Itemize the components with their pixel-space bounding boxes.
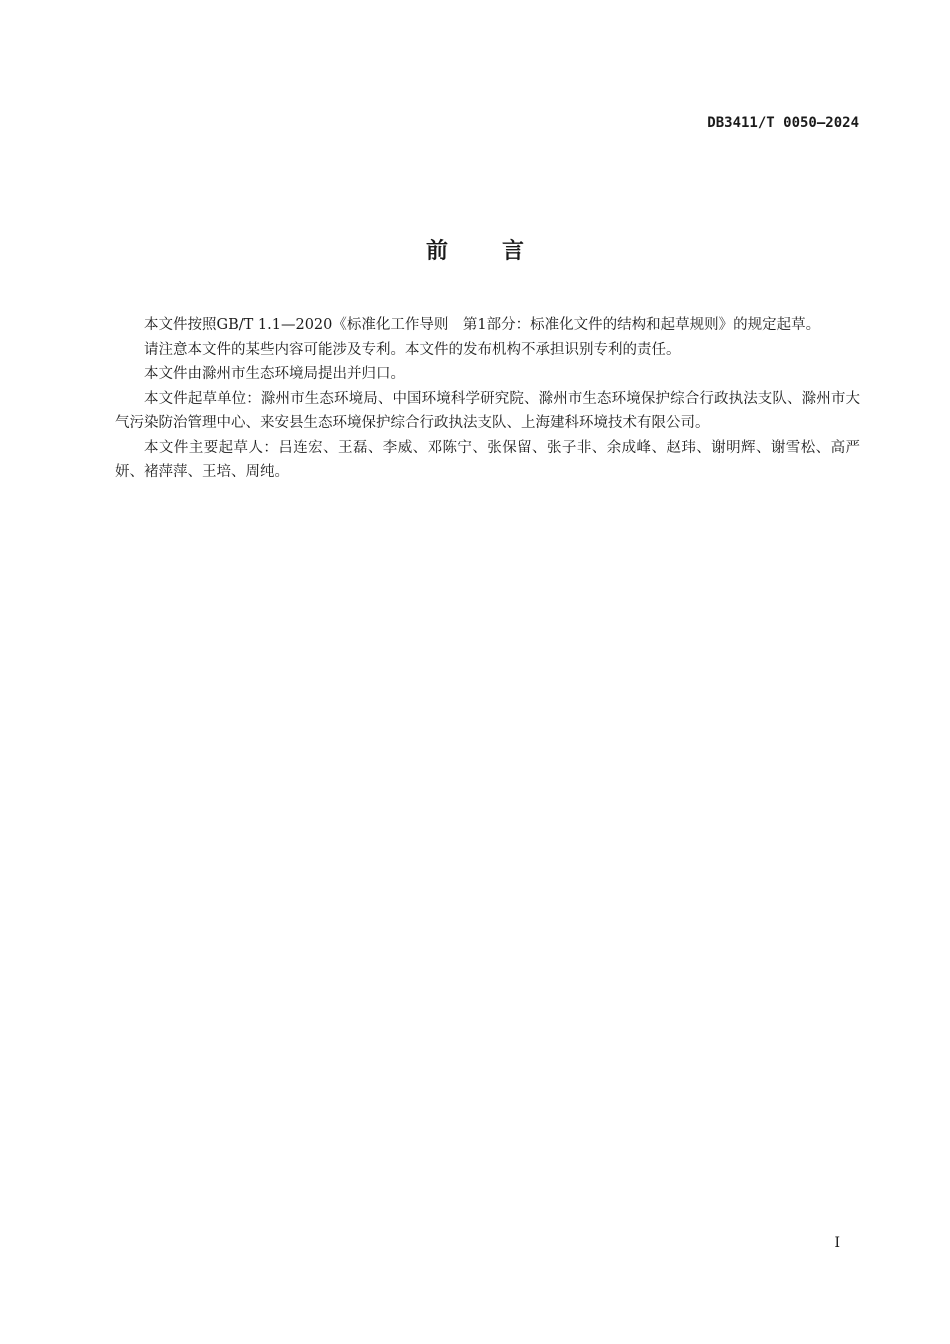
paragraph-drafting-units: 本文件起草单位：滁州市生态环境局、中国环境科学研究院、滁州市生态环境保护综合行政执法支队、滁州市大气污染防治管理中心、来安县生态环境保护综合行政执法支队、上海建科环境技术有限公司。: [115, 390, 860, 431]
page-title: 前言: [425, 239, 578, 264]
foreword-body: [115, 313, 860, 485]
paragraph-proposer: 本文件由滁州市生态环境局提出并归口。: [144, 366, 405, 382]
page-number: I: [834, 1235, 840, 1251]
paragraph-drafters: 本文件主要起草人：吕连宏、王磊、李威、邓陈宁、张保留、张子非、余成峰、赵玮、谢明辉、谢雪松、高严妍、褚萍萍、王培、周纯。: [115, 439, 860, 480]
paragraph-patent-notice: 请注意本文件的某些内容可能涉及专利。本文件的发布机构不承担识别专利的责任。: [144, 341, 681, 358]
document-code: DB3411/T 0050—2024: [707, 115, 859, 131]
paragraph-drafting-basis: 本文件按照GB/T 1.1—2020《标准化工作导则 第1部分：标准化文件的结构和起草规则》的规定起草。: [144, 317, 821, 333]
